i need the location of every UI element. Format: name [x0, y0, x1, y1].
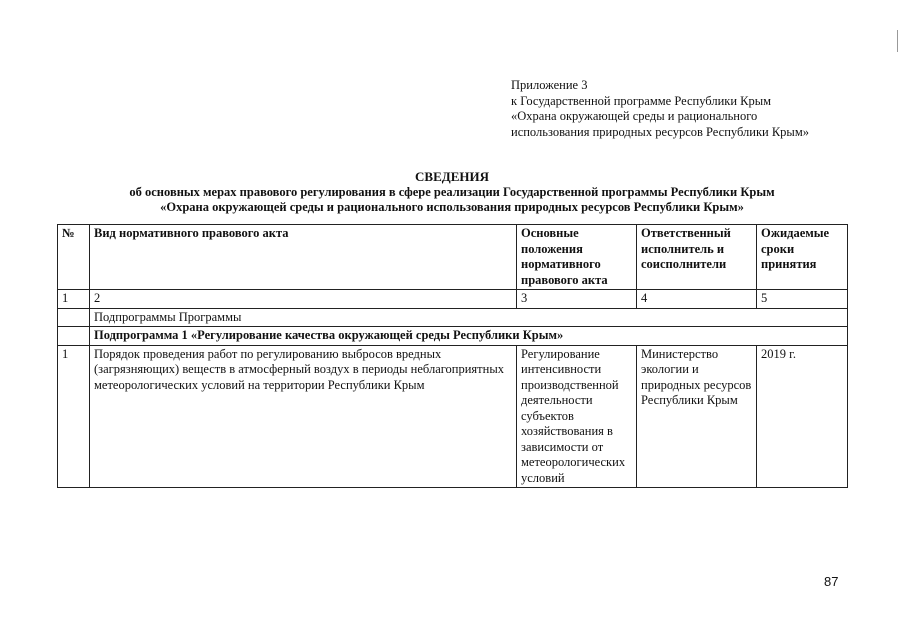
header-term: Ожидаемые сроки принятия: [757, 225, 848, 290]
column-number-row: [58, 290, 848, 309]
column-number: 4: [637, 290, 757, 309]
document-heading: [0, 169, 904, 216]
appendix-line: использования природных ресурсов Республики Крым»: [511, 124, 809, 139]
appendix-line: Приложение 3: [511, 78, 588, 92]
document-program-name: «Охрана окружающей среды и рационального использования природных ресурсов Республики Крым»: [160, 200, 744, 214]
table-row: [58, 345, 848, 488]
column-number: 5: [757, 290, 848, 309]
scan-edge-mark: [897, 30, 898, 52]
section-label: Подпрограммы Программы: [90, 308, 848, 327]
header-number: №: [58, 225, 90, 290]
row-act-type: Порядок проведения работ по регулированию выбросов вредных (загрязняющих) веществ в атмосферный воздух в периоды неблагоприятных метеорологических условий на территории Республики Крым: [90, 345, 517, 488]
subprogram-label: Подпрограмма 1 «Регулирование качества окружающей среды Республики Крым»: [90, 327, 848, 346]
section-row-spacer: [58, 308, 90, 327]
measures-table: [57, 224, 848, 488]
row-number: 1: [58, 345, 90, 488]
subprogram-row: [58, 327, 848, 346]
appendix-note: [511, 78, 809, 140]
appendix-line: к Государственной программе Республики Крым: [511, 93, 772, 108]
row-term: 2019 г.: [757, 345, 848, 488]
appendix-line: «Охрана окружающей среды и рационального: [511, 109, 758, 123]
row-provisions: Регулирование интенсивности производственной деятельности субъектов хозяйствования в зависимости от метеорологических условий: [517, 345, 637, 488]
header-executor: Ответственный исполнитель и соисполнители: [637, 225, 757, 290]
subprogram-row-spacer: [58, 327, 90, 346]
header-act-type: Вид нормативного правового акта: [90, 225, 517, 290]
column-number: 2: [90, 290, 517, 309]
page-number: 87: [824, 574, 839, 589]
document-title: СВЕДЕНИЯ: [415, 169, 489, 184]
column-number: 3: [517, 290, 637, 309]
row-executor: Министерство экологии и природных ресурсов Республики Крым: [637, 345, 757, 488]
document-subtitle: об основных мерах правового регулирования в сфере реализации Государственной программы Республики Крым: [129, 184, 775, 199]
section-row: [58, 308, 848, 327]
header-provisions: Основные положения нормативного правового акта: [517, 225, 637, 290]
column-number: 1: [58, 290, 90, 309]
table-header-row: [58, 225, 848, 290]
